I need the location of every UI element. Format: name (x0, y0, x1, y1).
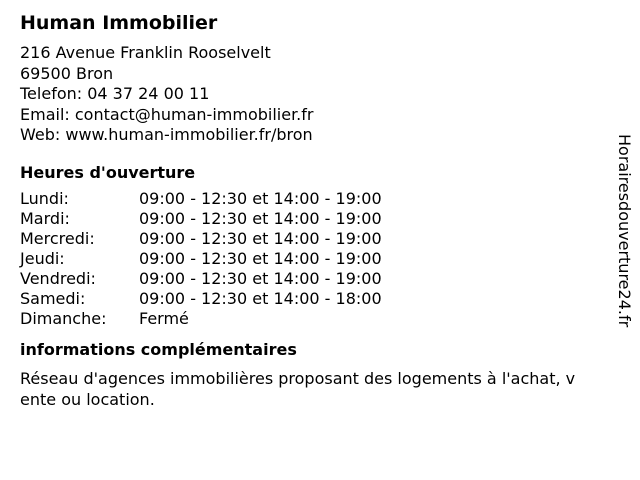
hours-row-friday (20, 269, 590, 289)
business-listing (20, 10, 590, 410)
address-city: 69500 Bron (20, 63, 114, 83)
hours-day: Jeudi: (20, 248, 65, 268)
opening-hours-heading: Heures d'ouverture (20, 162, 196, 182)
contact-block (20, 43, 590, 146)
address-street: 216 Avenue Franklin Rooselvelt (20, 43, 271, 62)
hours-row-tuesday (20, 209, 590, 229)
phone-line: Telefon: 04 37 24 00 11 (20, 84, 210, 103)
hours-row-thursday (20, 249, 590, 269)
hours-row-wednesday (20, 229, 590, 249)
watermark (612, 134, 636, 374)
watermark-text: Horairesdouverture24.fr (615, 134, 634, 328)
hours-row-sunday (20, 309, 590, 329)
additional-info-text: Réseau d'agences immobilières proposant des logements à l'achat, vente ou location. (20, 368, 576, 409)
hours-time: 09:00 - 12:30 et 14:00 - 19:00 (139, 208, 382, 228)
hours-day: Mardi: (20, 208, 70, 228)
hours-time: 09:00 - 12:30 et 14:00 - 19:00 (139, 228, 382, 248)
hours-time: Fermé (139, 308, 189, 328)
hours-day: Mercredi: (20, 228, 95, 248)
business-name: Human Immobilier (20, 12, 218, 34)
web-line: Web: www.human-immobilier.fr/bron (20, 125, 313, 144)
hours-time: 09:00 - 12:30 et 14:00 - 18:00 (139, 288, 382, 308)
hours-row-saturday (20, 289, 590, 309)
email-line: Email: contact@human-immobilier.fr (20, 104, 314, 124)
hours-day: Samedi: (20, 288, 86, 308)
hours-day: Lundi: (20, 188, 69, 208)
hours-day: Dimanche: (20, 308, 107, 328)
additional-info-heading: informations complémentaires (20, 339, 297, 359)
hours-day: Vendredi: (20, 268, 96, 288)
opening-hours-table (20, 189, 590, 329)
hours-row-monday (20, 189, 590, 209)
hours-time: 09:00 - 12:30 et 14:00 - 19:00 (139, 248, 382, 268)
hours-time: 09:00 - 12:30 et 14:00 - 19:00 (139, 188, 382, 208)
hours-time: 09:00 - 12:30 et 14:00 - 19:00 (139, 268, 382, 288)
